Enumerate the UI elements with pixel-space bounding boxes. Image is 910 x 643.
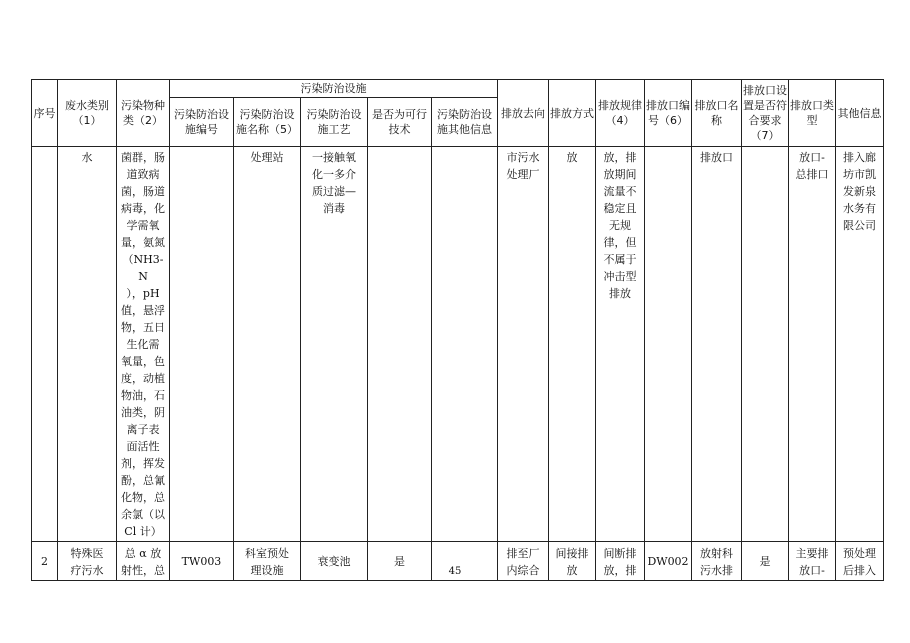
header-destination: 排放去向 [498,80,549,147]
cell-method: 放 [549,147,596,542]
cell-facility-id: TW003 [170,542,234,581]
cell-pattern: 间断排 放，排 [596,542,645,581]
cell-facility-name: 科室预处 理设施 [234,542,301,581]
header-facility-group: 污染防治设施 [170,80,498,98]
cell-facility-id [170,147,234,542]
table-row [32,147,884,542]
header-outlet-type: 排放口类 型 [789,80,836,147]
cell-pollutant: 菌群，肠 道致病 菌，肠道 病毒，化 学需氧 量，氨氮 （NH3-N ），pH 值，悬浮 物，五日 生化需 氧量，色 度，动植 物油，石 油类，阴 离子表 面活性 剂，挥发 酚，总氰 化物，总 余氯（以 Cl 计） [117,147,170,542]
header-wastewater-type: 废水类别 （1） [58,80,117,147]
cell-facility-process: 衰变池 [301,542,368,581]
cell-facility-process: 一接触氧 化一多介 质过滤— 消毒 [301,147,368,542]
cell-outlet-name: 放射科 污水排 [692,542,742,581]
cell-destination: 排至厂 内综合 [498,542,549,581]
header-outlet-compliance: 排放口设 置是否符 合要求 （7） [742,80,789,147]
cell-wastewater-type: 特殊医 疗污水 [58,542,117,581]
cell-seq [32,147,58,542]
header-other: 其他信息 [836,80,884,147]
cell-wastewater-type: 水 [58,147,117,542]
header-facility-id: 污染防治设 施编号 [170,98,234,147]
cell-outlet-compliance: 是 [742,542,789,581]
header-facility-other: 污染防治设 施其他信息 [432,98,498,147]
cell-facility-other [432,147,498,542]
cell-feasible [368,147,432,542]
page-number: 45 [448,566,462,577]
cell-method: 间接排 放 [549,542,596,581]
wastewater-table [31,79,884,581]
cell-other: 预处理 后排入 [836,542,884,581]
cell-feasible: 是 [368,542,432,581]
header-pollutant: 污染物种 类（2） [117,80,170,147]
cell-outlet-id: DW002 [645,542,692,581]
header-method: 排放方式 [549,80,596,147]
header-facility-process: 污染防治设 施工艺 [301,98,368,147]
cell-outlet-type: 放口- 总排口 [789,147,836,542]
cell-destination: 市污水 处理厂 [498,147,549,542]
header-pattern: 排放规律 （4） [596,80,645,147]
header-outlet-name: 排放口名 称 [692,80,742,147]
cell-seq: 2 [32,542,58,581]
cell-outlet-name: 排放口 [692,147,742,542]
header-feasible: 是否为可行 技术 [368,98,432,147]
cell-outlet-compliance [742,147,789,542]
cell-facility-name: 处理站 [234,147,301,542]
cell-pollutant: 总 α 放 射性，总 [117,542,170,581]
header-outlet-id: 排放口编 号（6） [645,80,692,147]
header-seq: 序号 [32,80,58,147]
cell-outlet-type: 主要排 放口- [789,542,836,581]
cell-pattern: 放，排 放期间 流量不 稳定且 无规 律，但 不属于 冲击型 排放 [596,147,645,542]
cell-outlet-id [645,147,692,542]
cell-other: 排入廊 坊市凯 发新泉 水务有 限公司 [836,147,884,542]
header-facility-name: 污染防治设 施名称（5） [234,98,301,147]
